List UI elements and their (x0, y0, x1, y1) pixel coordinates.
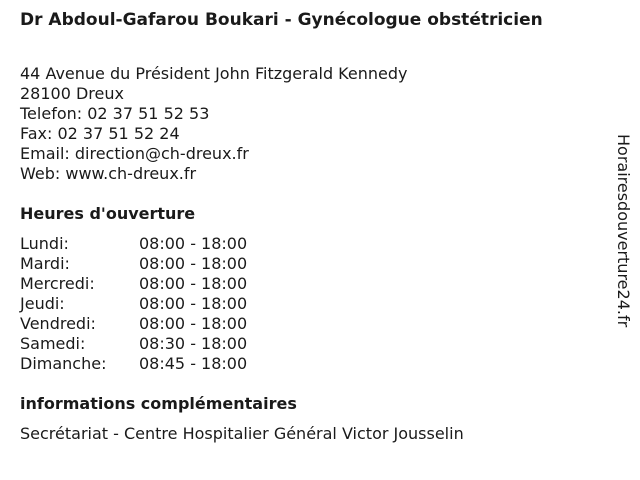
day-label: Lundi: (20, 234, 69, 253)
time-range: 08:00 - 18:00 (139, 234, 248, 253)
time-range: 08:00 - 18:00 (139, 294, 248, 313)
day-label: Dimanche: (20, 354, 107, 373)
time-range: 08:00 - 18:00 (139, 254, 248, 273)
day-label: Samedi: (20, 334, 86, 353)
city-line: 28100 Dreux (20, 84, 124, 103)
time-range: 08:30 - 18:00 (139, 334, 248, 353)
site-watermark: Horairesdouverture24.fr (614, 134, 633, 328)
time-range: 08:45 - 18:00 (139, 354, 248, 373)
info-text: Secrétariat - Centre Hospitalier Général Victor Jousselin (20, 424, 464, 443)
contact-block (20, 64, 407, 184)
info-heading: informations complémentaires (20, 394, 297, 413)
day-label: Jeudi: (20, 294, 65, 313)
time-range: 08:00 - 18:00 (139, 274, 248, 293)
day-label: Mardi: (20, 254, 70, 273)
address-line: 44 Avenue du Président John Fitzgerald Kennedy (20, 64, 408, 83)
email-line: Email: direction@ch-dreux.fr (20, 144, 249, 163)
web-line: Web: www.ch-dreux.fr (20, 164, 197, 183)
hours-heading: Heures d'ouverture (20, 204, 196, 223)
day-label: Mercredi: (20, 274, 95, 293)
phone-line: Telefon: 02 37 51 52 53 (20, 104, 210, 123)
fax-line: Fax: 02 37 51 52 24 (20, 124, 180, 143)
day-label: Vendredi: (20, 314, 96, 333)
page-title: Dr Abdoul-Gafarou Boukari - Gynécologue obstétricien (20, 10, 543, 30)
time-range: 08:00 - 18:00 (139, 314, 248, 333)
